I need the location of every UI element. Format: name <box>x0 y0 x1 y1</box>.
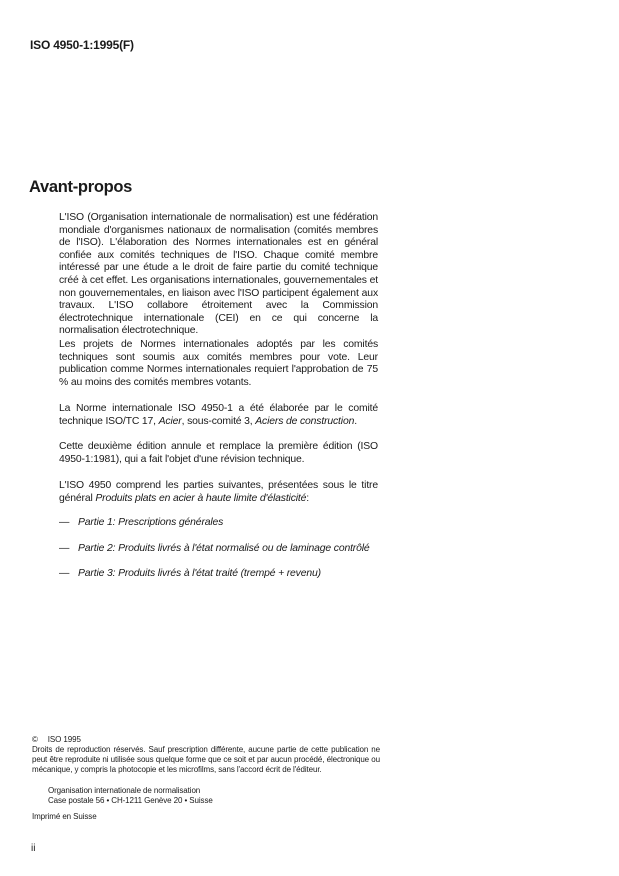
printed-in: Imprimé en Suisse <box>32 812 97 821</box>
organization-address: Case postale 56 • CH-1211 Genève 20 • Suisse <box>48 796 213 805</box>
list-item <box>59 543 370 556</box>
committee-text-end: . <box>354 415 357 427</box>
list-dash: — <box>59 517 70 528</box>
copyright-line <box>32 735 81 745</box>
parts-general-title: Produits plats en acier à haute limite d'élasticité <box>95 492 307 504</box>
list-item <box>59 517 223 530</box>
list-item-text: Partie 1: Prescriptions générales <box>78 517 224 528</box>
copyright-symbol: © <box>32 735 38 744</box>
paragraph-edition: Cette deuxième édition annule et remplace la première édition (ISO 4950-1:1981), qui a fait l'objet d'une révision technique. <box>59 441 378 465</box>
committee-text-mid: , sous-comité 3, <box>181 415 256 427</box>
parts-text-start: L'ISO 4950 comprend les parties suivantes, présentées sous le titre général <box>59 480 378 504</box>
paragraph-committee <box>59 403 378 428</box>
organization-name: Organisation internationale de normalisation <box>48 786 201 795</box>
list-dash: — <box>59 568 70 579</box>
list-item <box>59 568 321 581</box>
list-item-text: Partie 3: Produits livrés à l'état traité (trempé + revenu) <box>78 568 321 579</box>
committee-italic-acier: Acier <box>158 415 182 427</box>
paragraph-iso-intro: L'ISO (Organisation internationale de normalisation) est une fédération mondiale d'organismes nationaux de normalisation (comités membres de l'ISO). L'élaboration des Normes internationales est en général confiée aux comités techniques de l'ISO. Chaque comité membre intéressé par une étude a le droit de faire partie du comité technique créé à cet effet. Les organisations internationales, gouvernementales et non gouvernementales, en liaison avec l'ISO participent également aux travaux. L'ISO collabore étroitement avec la Commission électrotechnique internationale (CEI) en ce qui concerne la normalisation électrotechnique. <box>59 212 378 337</box>
paragraph-voting: Les projets de Normes internationales adoptés par les comités techniques sont soumis aux comités membres pour vote. Leur publication comme Normes internationales requiert l'approbation de 75 % au moins des comités membres votants. <box>59 339 378 388</box>
page-number: ii <box>31 843 36 854</box>
committee-text-start: La Norme internationale ISO 4950-1 a été élaborée par le comité technique ISO/TC 17, <box>59 403 378 427</box>
copyright-text: ISO 1995 <box>47 735 81 744</box>
paragraph-parts <box>59 480 378 505</box>
parts-text-end: : <box>306 492 310 504</box>
list-dash: — <box>59 543 70 554</box>
page-title: Avant-propos <box>29 178 133 196</box>
committee-italic-aciers: Aciers de construction <box>255 415 355 427</box>
document-id: ISO 4950-1:1995(F) <box>30 38 134 52</box>
list-item-text: Partie 2: Produits livrés à l'état normalisé ou de laminage contrôlé <box>78 543 370 554</box>
rights-notice: Droits de reproduction réservés. Sauf prescription différente, aucune partie de cette publication ne peut être reproduite ni utilisée sous quelque forme que ce soit et par aucun procédé, électronique ou mécanique, y compris la photocopie et les microfilms, sans l'accord écrit de l'éditeur. <box>32 745 380 774</box>
